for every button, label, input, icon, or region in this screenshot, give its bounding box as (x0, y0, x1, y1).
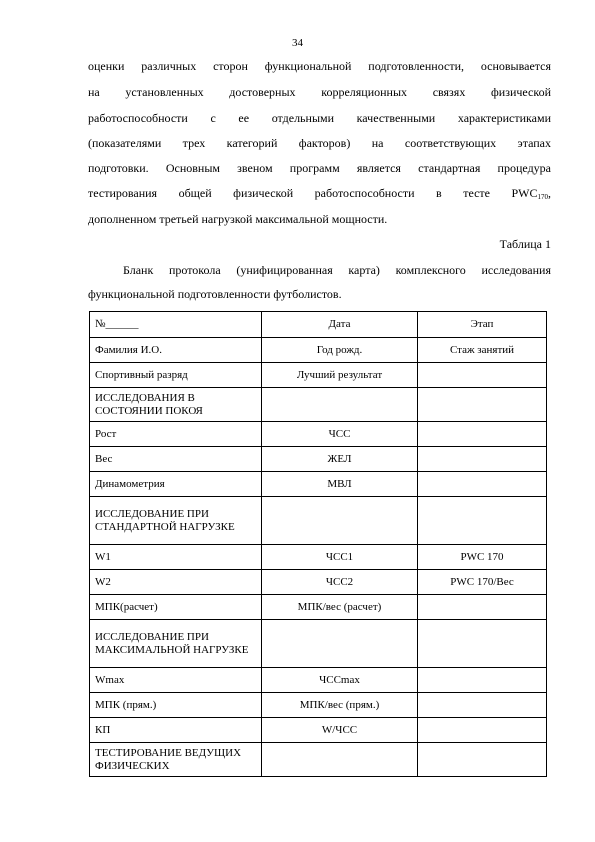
table-row (90, 545, 547, 570)
table-row (90, 693, 547, 718)
table-row-section (90, 620, 547, 668)
table-row (90, 472, 547, 497)
table-section-heading: ИССЛЕДОВАНИЯ В СОСТОЯНИИ ПОКОЯ (90, 388, 262, 422)
table-section-heading: ТЕСТИРОВАНИЕ ВЕДУЩИХ ФИЗИЧЕСКИХ (90, 743, 262, 777)
table-cell (418, 743, 547, 777)
paragraph-line: подготовки. Основным звеном программ является стандартная процедура (88, 161, 551, 175)
table-cell (418, 388, 547, 422)
table-cell (262, 743, 418, 777)
table-cell: Фамилия И.О. (90, 338, 262, 363)
table-cell (418, 447, 547, 472)
paragraph-line-pwc (88, 186, 551, 204)
table-cell: МПК/вес (прям.) (262, 693, 418, 718)
table-cell: №______ (90, 312, 262, 338)
table-cell: ЧСС (262, 422, 418, 447)
table-cell (262, 620, 418, 668)
table-cell: W/ЧСС (262, 718, 418, 743)
table-cell: Лучший результат (262, 363, 418, 388)
table-cell: Этап (418, 312, 547, 338)
table-cell (418, 595, 547, 620)
table-cell: W2 (90, 570, 262, 595)
table-row (90, 668, 547, 693)
table-cell: Год рожд. (262, 338, 418, 363)
paragraph-line: работоспособности с ее отдельными качественными характеристиками (88, 111, 551, 125)
table-cell: Рост (90, 422, 262, 447)
page-number: 34 (292, 37, 303, 49)
table-cell (262, 497, 418, 545)
table-cell: PWC 170/Вес (418, 570, 547, 595)
table-cell: Стаж занятий (418, 338, 547, 363)
table-row (90, 338, 547, 363)
table-cell: МПК/вес (расчет) (262, 595, 418, 620)
table-cell: ЧСС2 (262, 570, 418, 595)
paragraph-line-text: тестирования общей физической работоспособности в тесте PWC (88, 186, 538, 200)
table-row (90, 422, 547, 447)
pwc-subscript: 170 (537, 193, 548, 201)
table-cell: Вес (90, 447, 262, 472)
table-row (90, 447, 547, 472)
table-cell (418, 363, 547, 388)
table-cell (418, 668, 547, 693)
protocol-table (89, 311, 547, 777)
table-row-section (90, 388, 547, 422)
table-row-section (90, 743, 547, 777)
table-cell: МВЛ (262, 472, 418, 497)
table-row (90, 312, 547, 338)
table-cell (418, 497, 547, 545)
table-section-heading: ИССЛЕДОВАНИЕ ПРИ МАКСИМАЛЬНОЙ НАГРУЗКЕ (90, 620, 262, 668)
table-cell: Спортивный разряд (90, 363, 262, 388)
table-cell: ЧССmax (262, 668, 418, 693)
table-label: Таблица 1 (499, 237, 551, 251)
paragraph-line: на установленных достоверных корреляционных связях физической (88, 85, 551, 99)
table-row-section (90, 497, 547, 545)
table-cell: ЖЕЛ (262, 447, 418, 472)
table-section-heading: ИССЛЕДОВАНИЕ ПРИ СТАНДАРТНОЙ НАГРУЗКЕ (90, 497, 262, 545)
table-cell (418, 472, 547, 497)
paragraph-line: (показателями трех категорий факторов) на соответствующих этапах (88, 136, 551, 150)
table-caption-line: функциональной подготовленности футболистов. (88, 287, 342, 301)
table-cell (418, 422, 547, 447)
table-row (90, 595, 547, 620)
table-cell (418, 718, 547, 743)
table-cell: МПК (прям.) (90, 693, 262, 718)
table-cell: PWC 170 (418, 545, 547, 570)
table-cell: Дата (262, 312, 418, 338)
table-cell: Wmax (90, 668, 262, 693)
table-cell: МПК(расчет) (90, 595, 262, 620)
table-cell: W1 (90, 545, 262, 570)
table-row (90, 363, 547, 388)
table-cell (418, 693, 547, 718)
table-cell (262, 388, 418, 422)
table-row (90, 718, 547, 743)
table-cell (418, 620, 547, 668)
table-cell: КП (90, 718, 262, 743)
table-row (90, 570, 547, 595)
paragraph-line: дополненном третьей нагрузкой максимальной мощности. (88, 212, 388, 226)
paragraph-line: оценки различных сторон функциональной подготовленности, основывается (88, 59, 551, 73)
table-cell: ЧСС1 (262, 545, 418, 570)
table-cell: Динамометрия (90, 472, 262, 497)
pwc-suffix: , (548, 186, 551, 200)
table-caption-line: Бланк протокола (унифицированная карта) комплексного исследования (123, 263, 551, 277)
